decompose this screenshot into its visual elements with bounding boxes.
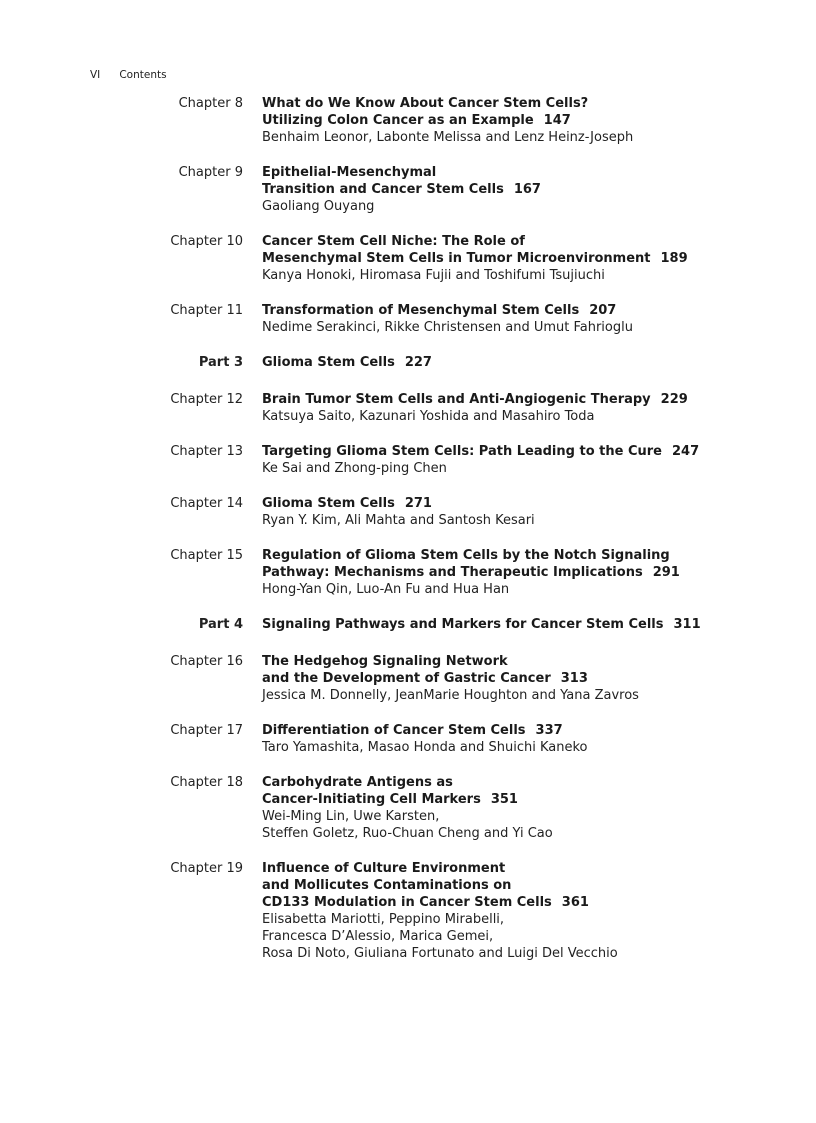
- entry-body: [262, 302, 782, 336]
- page-number: 291: [652, 565, 680, 580]
- entry-title-line: [262, 391, 782, 408]
- entry-title-text: Signaling Pathways and Markers for Cancer Stem Cells: [262, 617, 664, 632]
- entry-title-line: [262, 112, 782, 129]
- entry-title-text: Glioma Stem Cells: [262, 355, 395, 370]
- entry-body: [262, 495, 782, 529]
- entry-title-text: Mesenchymal Stem Cells in Tumor Microenvironment: [262, 251, 651, 266]
- entry-title-line: [262, 443, 782, 460]
- chapter-label: Chapter 17: [170, 723, 243, 738]
- entry-body: [262, 95, 782, 146]
- entry-title-line: [262, 547, 782, 564]
- entry-body: [262, 233, 782, 284]
- entry-title-text: Transformation of Mesenchymal Stem Cells: [262, 303, 580, 318]
- entry-body: [262, 164, 782, 215]
- entry-authors: Francesca D’Alessio, Marica Gemei,: [262, 929, 494, 944]
- chapter-label: Chapter 8: [178, 96, 243, 111]
- page-number: 227: [404, 355, 432, 370]
- toc-chapter-entry: [0, 547, 816, 598]
- entry-title-line: [262, 616, 782, 633]
- toc-part-entry: [0, 354, 816, 371]
- page-number: 361: [561, 895, 589, 910]
- entry-authors: Elisabetta Mariotti, Peppino Mirabelli,: [262, 912, 505, 927]
- entry-authors: Steffen Goletz, Ruo-Chuan Cheng and Yi Cao: [262, 826, 553, 841]
- toc-chapter-entry: [0, 443, 816, 477]
- toc-chapter-entry: [0, 302, 816, 336]
- entry-title-line: [262, 722, 782, 739]
- chapter-label: Chapter 18: [170, 775, 243, 790]
- entry-title-line: [262, 877, 782, 894]
- entry-title-text: CD133 Modulation in Cancer Stem Cells: [262, 895, 552, 910]
- entry-title-text: Utilizing Colon Cancer as an Example: [262, 113, 534, 128]
- page-number: 147: [543, 113, 571, 128]
- entry-body: [262, 722, 782, 756]
- toc-chapter-entry: [0, 860, 816, 962]
- page-number: 189: [660, 251, 688, 266]
- chapter-label: Chapter 14: [170, 496, 243, 511]
- toc-chapter-entry: [0, 95, 816, 146]
- toc-chapter-entry: [0, 233, 816, 284]
- entry-authors: Kanya Honoki, Hiromasa Fujii and Toshifumi Tsujiuchi: [262, 268, 605, 283]
- entry-body: [262, 653, 782, 704]
- page-folio: VI: [90, 69, 101, 81]
- toc-chapter-entry: [0, 164, 816, 215]
- entry-title-line: [262, 653, 782, 670]
- entry-title-text: Epithelial-Mesenchymal: [262, 165, 437, 180]
- entry-title-line: [262, 181, 782, 198]
- toc-part-entry: [0, 616, 816, 633]
- entry-authors: Hong-Yan Qin, Luo-An Fu and Hua Han: [262, 582, 510, 597]
- entry-title-text: What do We Know About Cancer Stem Cells?: [262, 96, 589, 111]
- chapter-label: Chapter 13: [170, 444, 243, 459]
- toc-chapter-entry: [0, 774, 816, 842]
- page-number: 311: [673, 617, 701, 632]
- entry-title-text: The Hedgehog Signaling Network: [262, 654, 508, 669]
- entry-title-line: [262, 495, 782, 512]
- part-label: Part 3: [198, 355, 243, 370]
- entry-title-line: [262, 354, 782, 371]
- entry-body: [262, 391, 782, 425]
- entry-title-line: [262, 302, 782, 319]
- entry-title-text: and Mollicutes Contaminations on: [262, 878, 512, 893]
- entry-title-text: Cancer Stem Cell Niche: The Role of: [262, 234, 525, 249]
- entry-title-line: [262, 894, 782, 911]
- entry-title-line: [262, 774, 782, 791]
- entry-title-text: Brain Tumor Stem Cells and Anti-Angiogenic Therapy: [262, 392, 651, 407]
- running-head: [90, 69, 167, 81]
- entry-body: [262, 547, 782, 598]
- running-head-title: Contents: [119, 69, 167, 81]
- chapter-label: Chapter 9: [178, 165, 243, 180]
- entry-title-line: [262, 670, 782, 687]
- entry-body: [262, 774, 782, 842]
- entry-authors: Rosa Di Noto, Giuliana Fortunato and Luigi Del Vecchio: [262, 946, 618, 961]
- page-number: 337: [535, 723, 563, 738]
- page-number: 247: [672, 444, 700, 459]
- entry-title-line: [262, 791, 782, 808]
- entry-title-text: Influence of Culture Environment: [262, 861, 506, 876]
- toc-chapter-entry: [0, 653, 816, 704]
- entry-authors: Benhaim Leonor, Labonte Melissa and Lenz Heinz-Joseph: [262, 130, 634, 145]
- toc-chapter-entry: [0, 391, 816, 425]
- chapter-label: Chapter 10: [170, 234, 243, 249]
- entry-body: [262, 443, 782, 477]
- entry-title-text: Glioma Stem Cells: [262, 496, 395, 511]
- entry-title-line: [262, 164, 782, 181]
- entry-title-text: and the Development of Gastric Cancer: [262, 671, 551, 686]
- page-number: 351: [490, 792, 518, 807]
- page-number: 271: [404, 496, 432, 511]
- chapter-label: Chapter 12: [170, 392, 243, 407]
- entry-title-line: [262, 233, 782, 250]
- entry-title-text: Targeting Glioma Stem Cells: Path Leading to the Cure: [262, 444, 662, 459]
- chapter-label: Chapter 15: [170, 548, 243, 563]
- entry-authors: Jessica M. Donnelly, JeanMarie Houghton and Yana Zavros: [262, 688, 639, 703]
- entry-authors: Nedime Serakinci, Rikke Christensen and Umut Fahrioglu: [262, 320, 633, 335]
- entry-authors: Ryan Y. Kim, Ali Mahta and Santosh Kesari: [262, 513, 535, 528]
- page-number: 167: [513, 182, 541, 197]
- entry-title-text: Pathway: Mechanisms and Therapeutic Implications: [262, 565, 643, 580]
- chapter-label: Chapter 19: [170, 861, 243, 876]
- entry-title-line: [262, 564, 782, 581]
- entry-authors: Katsuya Saito, Kazunari Yoshida and Masahiro Toda: [262, 409, 595, 424]
- entry-title-line: [262, 860, 782, 877]
- entry-title-text: Regulation of Glioma Stem Cells by the Notch Signaling: [262, 548, 670, 563]
- entry-title-text: Cancer-Initiating Cell Markers: [262, 792, 481, 807]
- page-number: 313: [560, 671, 588, 686]
- entry-authors: Taro Yamashita, Masao Honda and Shuichi Kaneko: [262, 740, 588, 755]
- entry-title-text: Differentiation of Cancer Stem Cells: [262, 723, 526, 738]
- entry-title-text: Transition and Cancer Stem Cells: [262, 182, 504, 197]
- chapter-label: Chapter 11: [170, 303, 243, 318]
- entry-authors: Gaoliang Ouyang: [262, 199, 375, 214]
- page-number: 207: [589, 303, 617, 318]
- chapter-label: Chapter 16: [170, 654, 243, 669]
- entry-title-line: [262, 95, 782, 112]
- entry-body: [262, 616, 782, 633]
- table-of-contents: [0, 95, 816, 980]
- page-number: 229: [660, 392, 688, 407]
- toc-chapter-entry: [0, 495, 816, 529]
- part-label: Part 4: [198, 617, 243, 632]
- entry-body: [262, 860, 782, 962]
- entry-title-line: [262, 250, 782, 267]
- entry-authors: Wei-Ming Lin, Uwe Karsten,: [262, 809, 440, 824]
- entry-authors: Ke Sai and Zhong-ping Chen: [262, 461, 447, 476]
- entry-body: [262, 354, 782, 371]
- entry-title-text: Carbohydrate Antigens as: [262, 775, 453, 790]
- toc-chapter-entry: [0, 722, 816, 756]
